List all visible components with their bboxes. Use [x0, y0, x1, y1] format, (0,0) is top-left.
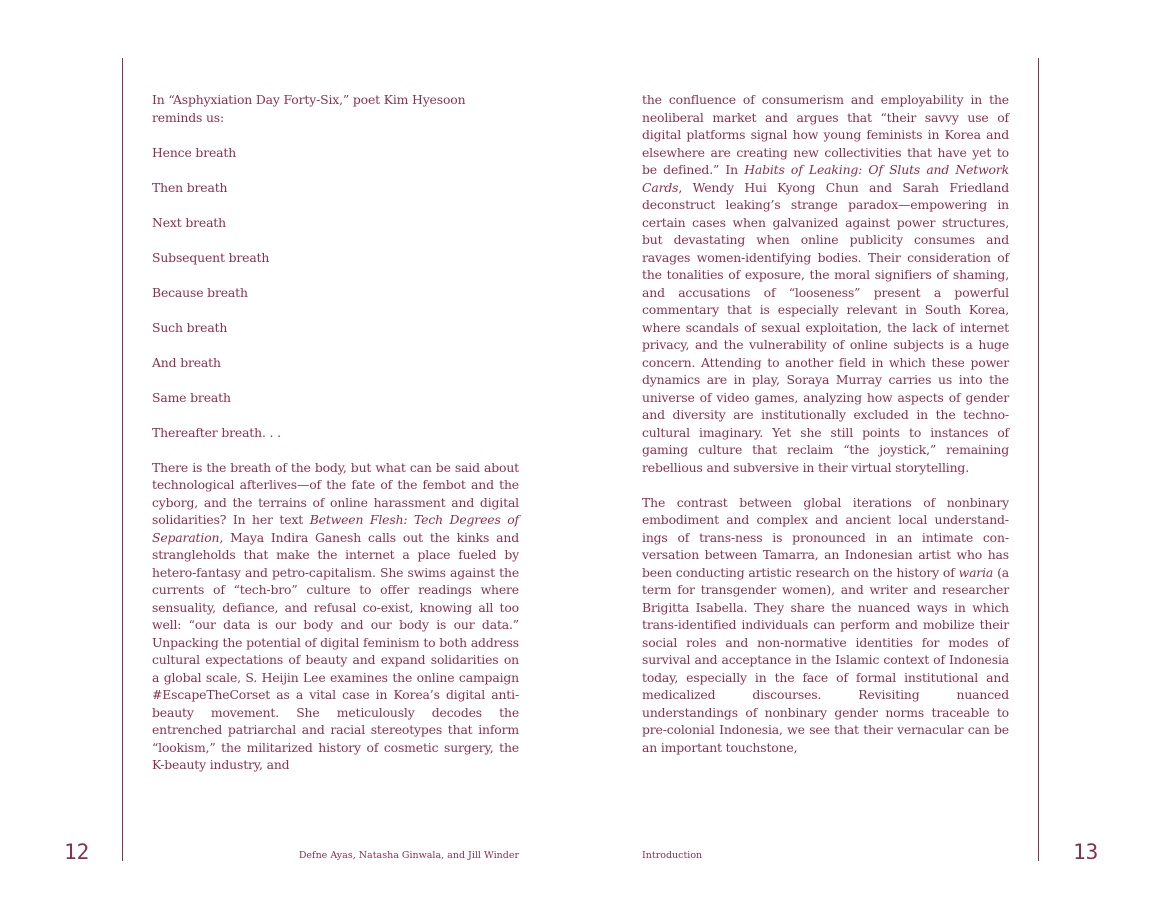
body-paragraph	[642, 494, 1009, 757]
intro-paragraph: In “Asphyxiation Day Forty-Six,” poet Kim Hyesoon reminds us:	[152, 92, 466, 125]
right-margin-rule	[1038, 58, 1039, 861]
poem-line: Then breath	[152, 179, 228, 195]
poem-line: Because breath	[152, 284, 248, 300]
paragraph-text: The contrast between global iterations of nonbinary embodiment and complex and ancient local understandings of trans-ness is pronounced in an intimate conversation between Tamarra, an Indonesian artist who has been conducting artistic research on the history of	[642, 494, 1009, 580]
work-title: Habits of Leaking: Of Sluts and Network Cards	[642, 162, 1009, 195]
poem-line: Same breath	[152, 389, 231, 405]
poem-line: Hence breath	[152, 144, 237, 160]
term: waria	[958, 564, 994, 580]
work-title: Between Flesh: Tech Degrees of Separation	[152, 512, 519, 545]
body-paragraph	[642, 91, 1009, 476]
poem-line: Such breath	[152, 319, 228, 335]
paragraph-text: , Maya Indira Ganesh calls out the kinks and strangleholds that make the internet a place fueled by hetero-fantasy and petro-capitalism. She swims against the currents of “tech-bro” culture to offer readings where sensuality, defiance, and refusal co-exist, knowing all too well: “our data is our body and our body is our data.” Unpacking the potential of digital feminism to both address cultural expectations of beauty and expand solidarities on a global scale, S. Heijin Lee examines the online campaign #EscapeTheCorset as a vital case in Korea’s digital anti-beauty movement. She meticulously decodes the entrenched patriarchal and racial stereotypes that inform “lookism,” the militarized history of cosmetic surgery, the K-beauty industry, and	[152, 529, 519, 772]
left-page-text-column	[152, 91, 519, 791]
paragraph-text: There is the breath of the body, but what can be said about technological afterlives—of the fate of the fembot and the cyborg, and the terrains of online harassment and digital solidarities? In her text	[152, 459, 519, 527]
right-page-number: 13	[1073, 840, 1099, 864]
poem-line: Subsequent breath	[152, 249, 270, 265]
left-running-footer: Defne Ayas, Natasha Ginwala, and Jill Winder	[298, 850, 519, 861]
body-paragraph	[152, 459, 519, 774]
left-margin-rule	[122, 58, 123, 861]
poem-line: Next breath	[152, 214, 226, 230]
poem-line: And breath	[152, 354, 221, 370]
right-running-footer: Introduction	[642, 850, 703, 861]
paragraph-text: , Wendy Hui Kyong Chun and Sarah Friedland deconstruct leaking’s strange paradox—empowering in certain cases when galvanized against power structures, but devastating when online publicity consumes and ravages women-identifying bodies. Their consideration of the tonalities of exposure, the moral signifiers of shaming, and accusations of “looseness” present a powerful commentary that is especially relevant in South Korea, where scandals of sexual exploitation, the lack of internet privacy, and the vulnerability of online subjects is a huge concern. Attending to another field in which these power dynamics are in play, Soraya Murray carries us into the universe of video games, analyzing how aspects of gender and diversity are institutionally excluded in the techno-cultural imaginary. Yet she still points to instances of gaming culture that reclaim “the joystick,” remaining rebellious and subversive in their virtual storytelling.	[642, 179, 1009, 475]
right-page-text-column	[642, 91, 1009, 774]
left-page-number: 12	[64, 840, 90, 864]
poem-line: Thereafter breath. . .	[152, 424, 281, 440]
paragraph-text: (a term for transgender women), and writer and researcher Brigitta Isabella. They share the nuanced ways in which trans-identified individuals can perform and mobilize their social roles and non-normative identities for modes of survival and acceptance in the Islamic context of Indonesia today, especially in the face of formal institutional and medicalized discourses. Revisiting nuanced understandings of nonbinary gender norms traceable to pre-colonial Indonesia, we see that their vernacular can be an important touchstone,	[642, 564, 1009, 755]
paragraph-text: the confluence of consumerism and employability in the neoliberal market and argues that “their savvy use of digital platforms signal how young feminists in Korea and elsewhere are creating new collectivities that have yet to be defined.” In	[642, 92, 1009, 177]
